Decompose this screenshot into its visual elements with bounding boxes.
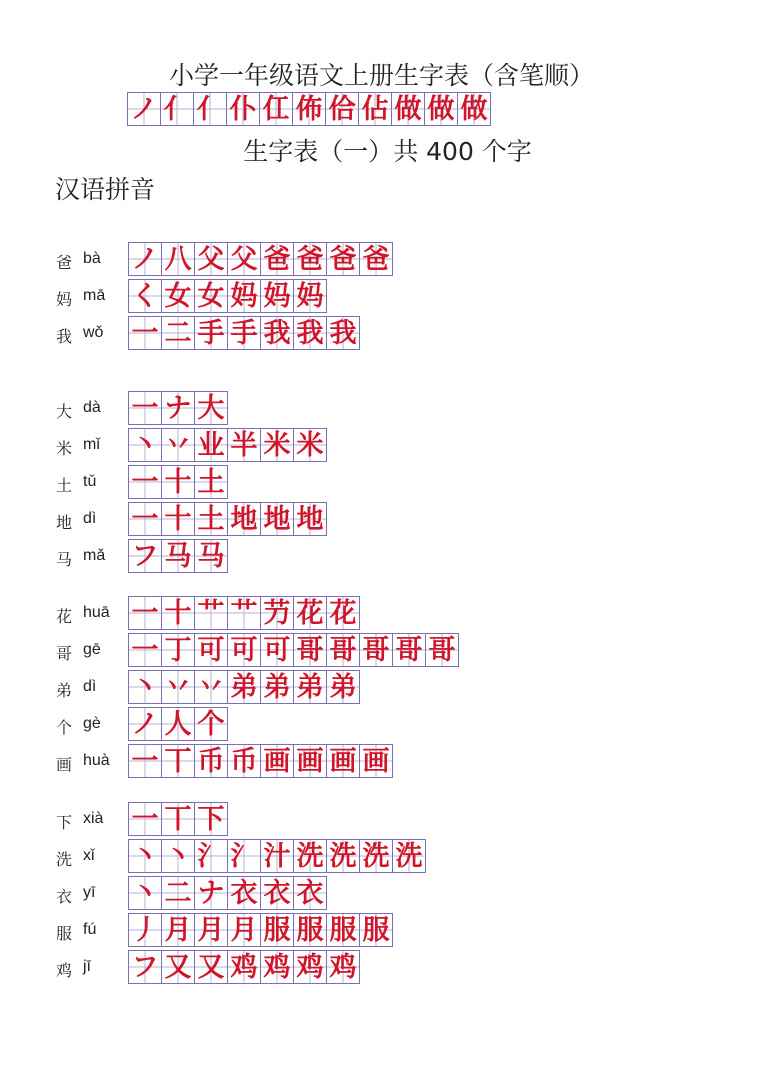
stroke-cell: 妈 [260,279,294,313]
character-label: 哥 [56,644,73,663]
pinyin-label: gē [83,641,101,658]
stroke-cell: 半 [227,428,261,462]
pinyin-label: dà [83,399,101,416]
pinyin-label: fú [83,921,97,938]
pinyin-label: bà [83,250,101,267]
stroke-order-strip [128,279,326,313]
stroke-cell: 佮 [325,92,359,126]
stroke-cell: 马 [161,539,195,573]
stroke-cell: ナ [194,876,228,910]
stroke-cell: 丷 [161,670,195,704]
pinyin-label: huà [83,752,110,769]
stroke-cell: 一 [128,802,162,836]
stroke-cell: 父 [194,242,228,276]
stroke-cell: 地 [227,502,261,536]
stroke-cell: 弟 [293,670,327,704]
stroke-cell: 汁 [260,839,294,873]
pinyin-label: mǐ [83,436,100,453]
stroke-order-strip [128,539,227,573]
stroke-cell: 衣 [293,876,327,910]
stroke-cell: 爸 [260,242,294,276]
stroke-cell: 仆 [226,92,260,126]
stroke-cell: 一 [128,316,162,350]
stroke-cell: 哥 [392,633,426,667]
stroke-cell: 氵 [227,839,261,873]
stroke-cell: 洗 [359,839,393,873]
character-label: 洗 [56,850,73,869]
stroke-cell: 一 [128,596,162,630]
character-label: 弟 [56,681,73,700]
stroke-cell: 花 [293,596,327,630]
stroke-cell: 亻 [160,92,194,126]
character-label: 爸 [56,253,73,272]
stroke-cell: 丶 [128,670,162,704]
stroke-order-strip [128,428,326,462]
stroke-cell: 土 [194,502,228,536]
stroke-cell: 丁 [161,633,195,667]
stroke-cell: 丶 [128,428,162,462]
character-label: 土 [56,476,73,495]
stroke-cell: 土 [194,465,228,499]
stroke-cell: 弟 [326,670,360,704]
stroke-cell: く [128,279,162,313]
stroke-cell: 八 [161,242,195,276]
stroke-cell: 做 [424,92,458,126]
stroke-cell: 丷 [194,670,228,704]
stroke-cell: 月 [194,913,228,947]
stroke-cell: 一 [128,633,162,667]
stroke-cell: 米 [293,428,327,462]
page-subtitle: 生字表（一）共 400 个字 [243,137,532,166]
stroke-cell: 币 [227,744,261,778]
stroke-order-strip [128,707,227,741]
pinyin-label: tǔ [83,473,97,490]
pinyin-label: dì [83,678,97,695]
stroke-order-strip [128,950,359,984]
stroke-cell: 衣 [260,876,294,910]
stroke-cell: 丶 [128,876,162,910]
stroke-cell: ナ [161,391,195,425]
stroke-cell: 爸 [293,242,327,276]
stroke-cell: 我 [293,316,327,350]
pinyin-label: gè [83,715,101,732]
stroke-order-strip [128,465,227,499]
pinyin-label: mǎ [83,547,106,564]
character-label: 大 [56,402,73,421]
stroke-cell: 又 [161,950,195,984]
character-label: 马 [56,550,73,569]
pinyin-label: dì [83,510,97,527]
pinyin-label: yī [83,884,96,901]
stroke-cell: 艹 [227,596,261,630]
stroke-cell: 米 [260,428,294,462]
stroke-cell: 可 [260,633,294,667]
stroke-cell: 我 [260,316,294,350]
stroke-cell: 花 [326,596,360,630]
stroke-cell: 丅 [161,802,195,836]
stroke-cell: 丶 [161,839,195,873]
stroke-cell: 服 [326,913,360,947]
stroke-cell: 又 [194,950,228,984]
section-heading-pinyin: 汉语拼音 [55,175,156,204]
stroke-cell: 弟 [260,670,294,704]
stroke-cell: 鸡 [227,950,261,984]
stroke-order-strip [128,839,425,873]
stroke-order-strip [128,502,326,536]
stroke-cell: 丶 [128,839,162,873]
pinyin-label: wǒ [83,324,104,341]
stroke-cell: 女 [194,279,228,313]
stroke-cell: 一 [128,465,162,499]
stroke-cell: ノ [128,707,162,741]
stroke-cell: 人 [161,707,195,741]
stroke-cell: 哥 [425,633,459,667]
stroke-cell: 画 [260,744,294,778]
stroke-cell: 一 [128,502,162,536]
stroke-cell: 衣 [227,876,261,910]
character-label: 个 [56,718,73,737]
pinyin-label: huā [83,604,110,621]
stroke-order-strip [128,913,392,947]
character-label: 地 [56,513,73,532]
pinyin-label: xià [83,810,104,827]
stroke-cell: 画 [326,744,360,778]
stroke-cell: 二 [161,316,195,350]
character-label: 鸡 [56,961,73,980]
stroke-order-strip [128,744,392,778]
stroke-cell: 鸡 [260,950,294,984]
stroke-cell: 爸 [359,242,393,276]
stroke-cell: ノ [127,92,161,126]
stroke-cell: 仜 [259,92,293,126]
stroke-order-strip [128,242,392,276]
page-title: 小学一年级语文上册生字表（含笔顺） [168,61,594,90]
stroke-cell: 父 [227,242,261,276]
stroke-cell: 洗 [392,839,426,873]
stroke-cell: 芀 [260,596,294,630]
stroke-cell: 画 [293,744,327,778]
stroke-order-strip [128,391,227,425]
stroke-cell: 服 [293,913,327,947]
stroke-cell: 爸 [326,242,360,276]
stroke-order-strip [128,633,458,667]
stroke-cell: 马 [194,539,228,573]
stroke-cell: 画 [359,744,393,778]
stroke-cell: 鸡 [293,950,327,984]
stroke-cell: 二 [161,876,195,910]
stroke-cell: 弟 [227,670,261,704]
stroke-cell: 手 [227,316,261,350]
stroke-cell: フ [128,950,162,984]
stroke-cell: 丅 [161,744,195,778]
stroke-cell: 服 [260,913,294,947]
stroke-cell: 佈 [292,92,326,126]
stroke-cell: 服 [359,913,393,947]
stroke-cell: フ [128,539,162,573]
stroke-cell: 哥 [293,633,327,667]
stroke-cell: 哥 [359,633,393,667]
character-label: 我 [56,327,73,346]
stroke-order-strip [128,876,326,910]
stroke-cell: 妈 [227,279,261,313]
stroke-cell: 可 [227,633,261,667]
stroke-cell: 大 [194,391,228,425]
stroke-order-strip [128,802,227,836]
stroke-cell: 可 [194,633,228,667]
pinyin-label: jī [83,958,91,975]
stroke-cell: 妈 [293,279,327,313]
pinyin-label: mā [83,287,106,304]
stroke-cell: 氵 [194,839,228,873]
stroke-order-strip [128,670,359,704]
title-stroke-order-strip [127,92,490,126]
character-label: 衣 [56,887,73,906]
stroke-cell: 业 [194,428,228,462]
stroke-cell: 女 [161,279,195,313]
character-label: 服 [56,924,73,943]
stroke-order-strip [128,316,359,350]
stroke-cell: 月 [227,913,261,947]
stroke-cell: 个 [194,707,228,741]
stroke-cell: 十 [161,502,195,536]
stroke-cell: ノ [128,242,162,276]
stroke-cell: 月 [161,913,195,947]
stroke-cell: 地 [260,502,294,536]
stroke-cell: 洗 [326,839,360,873]
character-label: 画 [56,755,73,774]
stroke-cell: 一 [128,744,162,778]
stroke-cell: 丿 [128,913,162,947]
stroke-cell: 哥 [326,633,360,667]
stroke-cell: 币 [194,744,228,778]
character-label: 米 [56,439,73,458]
character-label: 下 [56,813,73,832]
stroke-cell: 洗 [293,839,327,873]
stroke-cell: 十 [161,596,195,630]
stroke-cell: 地 [293,502,327,536]
pinyin-label: xǐ [83,847,95,864]
stroke-cell: 下 [194,802,228,836]
character-label: 妈 [56,290,73,309]
stroke-cell: 做 [391,92,425,126]
stroke-cell: 佔 [358,92,392,126]
stroke-cell: 丷 [161,428,195,462]
stroke-cell: 艹 [194,596,228,630]
stroke-cell: 手 [194,316,228,350]
stroke-cell: 鸡 [326,950,360,984]
stroke-cell: 一 [128,391,162,425]
character-label: 花 [56,607,73,626]
stroke-cell: 做 [457,92,491,126]
stroke-order-strip [128,596,359,630]
stroke-cell: 亻 [193,92,227,126]
stroke-cell: 我 [326,316,360,350]
stroke-cell: 十 [161,465,195,499]
